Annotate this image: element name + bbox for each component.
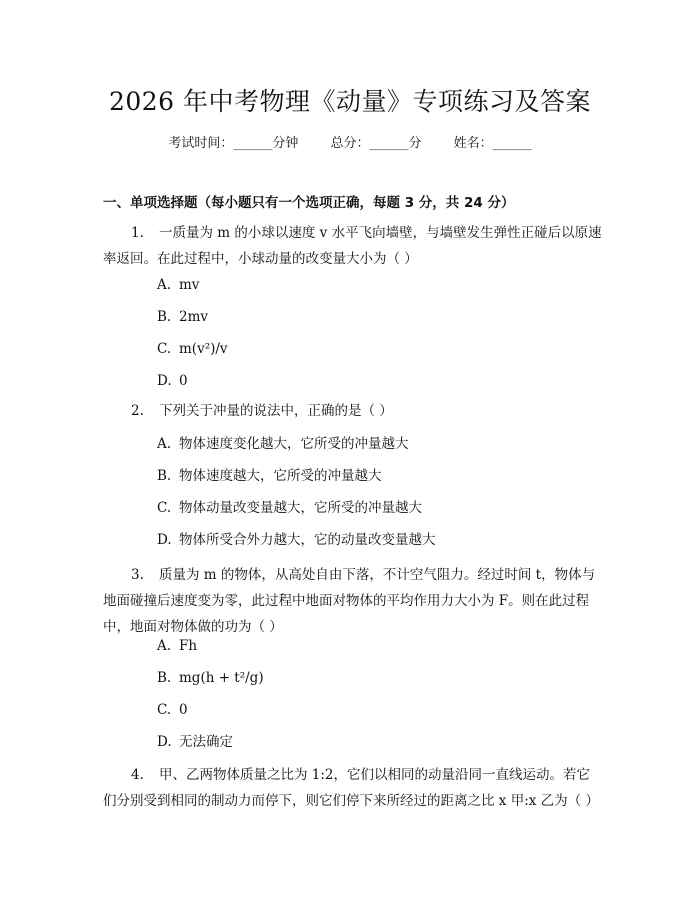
option-1d: D. 0 xyxy=(157,373,188,389)
question-text: 质量为 m 的物体，从高处自由下落，不计空气阻力。经过时间 t，物体与地面碰撞后速度变为零，此过程中地面对物体的平均作用力大小为 F。则在此过程中，地面对物体做的功为（ ） xyxy=(103,567,596,635)
question-text: 一质量为 m 的小球以速度 v 水平飞向墙壁，与墙壁发生弹性正碰后以原速率返回。在此过程中，小球动量的改变量大小为（ ） xyxy=(103,225,602,267)
option-2a: A. 物体速度变化越大，它所受的冲量越大 xyxy=(157,436,409,452)
exam-time: 考试时间：______分钟 xyxy=(168,136,299,151)
question-number: 3. xyxy=(131,567,144,583)
option-3a: A. Fh xyxy=(157,638,198,654)
document-title: 2026 年中考物理《动量》专项练习及答案 xyxy=(108,87,592,116)
option-1c: C. m(v²)/v xyxy=(157,341,228,357)
option-3b: B. mg(h + t²/g) xyxy=(157,670,264,686)
section-heading: 一、单项选择题（每小题只有一个选项正确，每题 3 分，共 24 分） xyxy=(103,195,515,211)
option-2b: B. 物体速度越大，它所受的冲量越大 xyxy=(157,468,382,484)
option-3c: C. 0 xyxy=(157,702,188,718)
question-1 xyxy=(103,220,603,272)
question-number: 2. xyxy=(131,403,144,419)
student-name: 姓名：______ xyxy=(453,136,532,151)
question-text: 下列关于冲量的说法中，正确的是（ ） xyxy=(159,403,393,419)
total-score: 总分：______分 xyxy=(330,136,422,151)
question-number: 1. xyxy=(131,225,144,241)
question-number: 4. xyxy=(131,767,144,783)
option-1a: A. mv xyxy=(157,277,200,293)
question-3 xyxy=(103,562,603,640)
question-text: 甲、乙两物体质量之比为 1:2，它们以相同的动量沿同一直线运动。若它们分别受到相同的制动力而停下，则它们停下来所经过的距离之比 x 甲:x 乙为（ ） xyxy=(103,767,599,809)
question-4 xyxy=(103,762,603,814)
option-3d: D. 无法确定 xyxy=(157,734,233,750)
question-2 xyxy=(103,398,603,424)
option-1b: B. 2mv xyxy=(157,309,209,325)
option-2d: D. 物体所受合外力越大，它的动量改变量越大 xyxy=(157,532,436,548)
option-2c: C. 物体动量改变量越大，它所受的冲量越大 xyxy=(157,500,422,516)
exam-meta xyxy=(0,132,700,151)
